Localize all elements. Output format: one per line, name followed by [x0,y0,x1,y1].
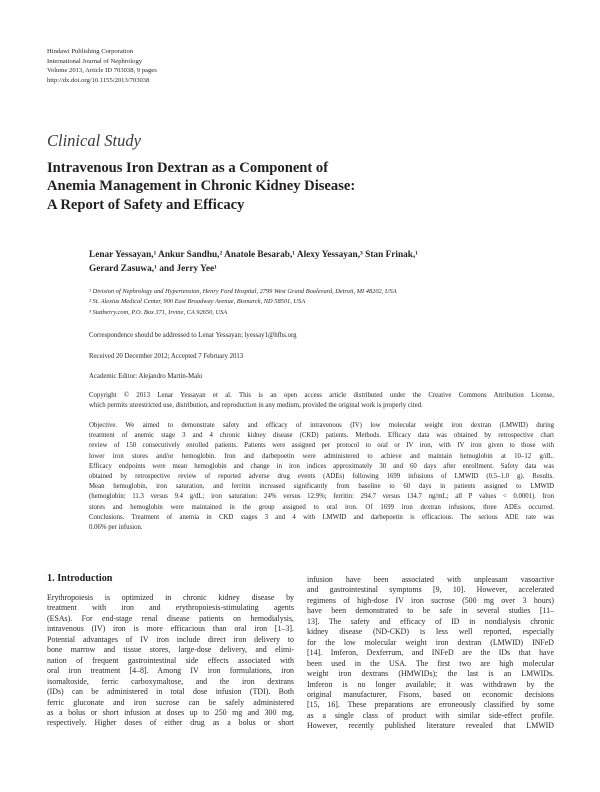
correspondence: Correspondence should be addressed to Lenar Yessayan; lyessay1@hfhs.org [89,332,297,339]
body-line: (ESAs). For end-stage renal disease patients on hemodialysis, [47,613,294,623]
body-line: have been demonstrated to be safe in several studies [11– [307,606,554,616]
body-line: bone marrow and tissue stores, large-dose delivery, and elimi- [47,645,294,655]
doi-line[interactable]: http://dx.doi.org/10.1155/2013/703038 [47,76,150,84]
body-line: oral iron treatment [4–8]. Among IV iron formulations, iron [47,666,294,676]
affiliation: ³ Statberry.com, P.O. Box 371, Irvine, CA 92650, USA [89,308,228,316]
author-list [89,248,554,276]
body-line: isomaltoside, ferric carboxymaltose, and the iron dextrans [47,676,294,686]
body-line: However, recently published literature revealed that LMWID [307,721,554,731]
abstract-line: (hemoglobin: 11.3 versus 9.4 g/dL; iron saturation: 24% versus 12.9%; ferritin: 294.7 versus 134.7 ng/mL; all P values < 0.0001). Iron [89,493,554,501]
received-accepted-dates: Received 20 December 2012; Accepted 7 February 2013 [89,353,244,360]
body-line: infusion have been associated with unpleasant vasoactive [307,575,554,584]
body-line: treatment with iron and erythropoiesis-stimulating agents [47,603,294,613]
abstract-line: stores and hemoglobin were maintained in the group assigned to oral iron. Of 1699 iron dextran infusions, three ADEs occurred. [89,503,554,511]
body-line: Imferon is no longer available; it was withdrawn by the [307,679,554,689]
body-column-right [307,575,554,732]
body-line: Potential advantages of IV iron include direct iron delivery to [47,634,294,644]
abstract-line: Objective. We aimed to demonstrate safety and efficacy of intravenous (IV) low molecular weight iron dextran (LMWID) during [89,422,554,429]
article-type: Clinical Study [47,131,141,150]
affiliations [89,287,554,318]
body-line: [15, 16]. These preparations are erroneously classified by some [307,700,554,710]
abstract-line: review of 150 consecutively enrolled patients. Patients were assigned per protocol to oral or IV iron, with IV iron given to those with [89,442,554,450]
section-heading: 1. Introduction [47,573,113,584]
body-line: Erythropoiesis is optimized in chronic kidney disease by [47,593,294,602]
abstract-line: lower iron stores and/or hemoglobin. Iron and darbepoetin were administered to achieve and maintain hemoglobin at 10–12 g/dL. [89,452,554,460]
copyright-line: which permits unrestricted use, distribution, and reproduction in any medium, provided the original work is properly cited. [89,402,423,409]
title-line: A Report of Safety and Efficacy [47,196,245,213]
volume-line: Volume 2013, Article ID 703038, 9 pages [47,67,157,74]
title-line: Intravenous Iron Dextran as a Component of [47,160,329,176]
publisher-line: Hindawi Publishing Corporation [47,48,134,55]
body-column-left [47,593,294,729]
body-line: ferric gluconate and iron sucrose can be safely administered [47,697,294,707]
body-line: [14]. Imferon, Dexferrum, and INFeD are the IDs that have [307,648,554,658]
body-line: original manufacturer, Fisons, based on economic decisions [307,689,554,699]
body-line: been used in the USA. The first two are high molecular [307,658,554,668]
abstract-line: obtained by retrospective review of reported adverse drug events (ADEs) following 1699 infusions of LMWID (0.5–1.0 g). Results. [89,473,554,481]
body-line: and gastrointestinal symptoms [9, 10]. However, accelerated [307,585,554,595]
academic-editor: Academic Editor: Alejandro Martín-Malo [89,373,203,380]
body-line: weight iron dextrans (HMWIDs); the last is an LMWIDs. [307,669,554,679]
body-line: kidney disease (ND-CKD) is less well reported, especially [307,627,554,637]
body-line: regimens of high-dose IV iron sucrose (500 mg over 3 hours) [307,595,554,605]
body-line: intravenous (IV) iron is more efficacious than oral iron [1–3]. [47,624,294,634]
body-line: nation of frequent gastrointestinal side effects associated with [47,655,294,665]
abstract [89,421,554,533]
body-line: 13]. The safety and efficacy of ID in nondialysis chronic [307,616,554,626]
body-line: respectively. Higher doses of either drug as a bolus or short [47,718,294,728]
journal-header [47,47,157,85]
abstract-line: Conclusions. Treatment of anemia in CKD stages 3 and 4 with LMWID and darbepoetin is efficacious. The serious ADE rate was [89,513,554,521]
abstract-line: Mean hemoglobin, iron saturation, and ferritin increased significantly from baseline to 60 days in patients assigned to LMWID [89,483,554,491]
copyright-line: Copyright © 2013 Lenar Yessayan et al. This is an open access article distributed under the Creative Commons Attribution License, [89,392,554,399]
abstract-line: Efficacy endpoints were mean hemoglobin and change in iron indices approximately 30 and 60 days after enrollment. Safety data was [89,462,554,470]
affiliation: ¹ Division of Nephrology and Hypertension, Henry Ford Hospital, 2799 West Grand Boulevard, Detroit, MI 48202, USA [89,288,397,295]
journal-line: International Journal of Nephrology [47,57,143,65]
title-line: Anemia Management in Chronic Kidney Disease: [47,178,356,195]
article-title [47,159,547,214]
affiliation: ² St. Alexius Medical Center, 900 East Broadway Avenue, Bismarck, ND 58501, USA [89,298,306,306]
body-line: (IDs) can be administered in total dose infusion (TDI). Both [47,687,294,697]
abstract-line: 0.06% per infusion. [89,524,143,532]
body-line: for the low molecular weight iron dextran (LMWID) INFeD [307,637,554,647]
authors-line: Lenar Yessayan,¹ Ankur Sandhu,² Anatole Besarab,¹ Alexy Yessayan,³ Stan Frinak,¹ [89,250,419,260]
body-line: as a bolus or short infusion at doses up to 250 mg and 300 mg, [47,707,294,717]
copyright-notice [89,391,554,411]
abstract-line: treatment of anemic stage 3 and 4 chronic kidney disease (CKD) patients. Methods. Efficacy data was obtained by retrospective chart [89,432,554,440]
authors-line: Gerard Zasuwa,¹ and Jerry Yee¹ [89,264,217,274]
body-line: as a single class of product with similar side-effect profile. [307,710,554,720]
